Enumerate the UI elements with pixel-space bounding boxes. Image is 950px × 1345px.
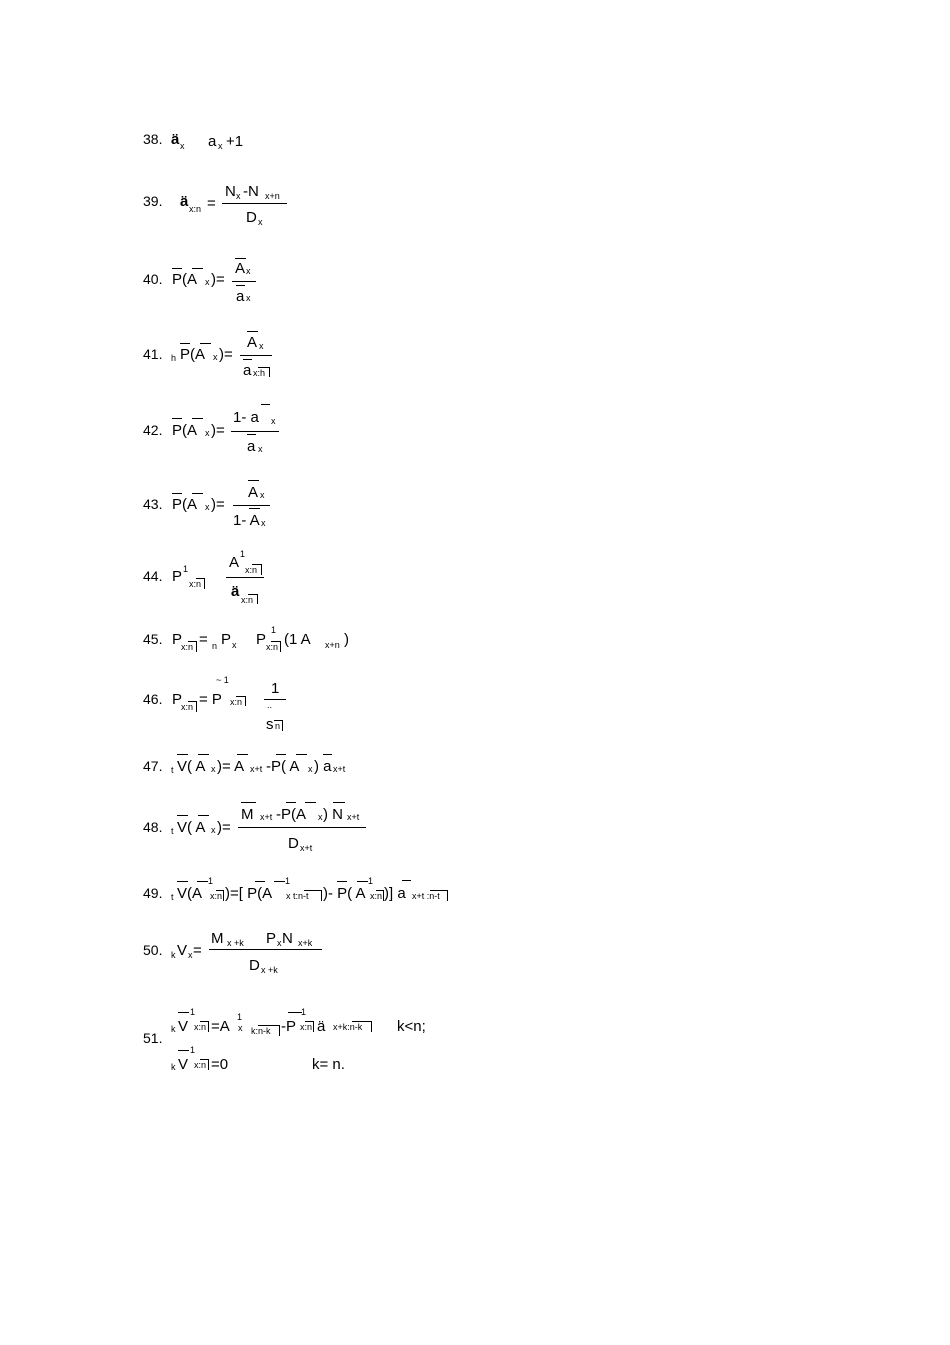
superscript: 1 — [240, 549, 246, 559]
denominator: D — [246, 209, 257, 226]
prefix-subscript: k — [171, 950, 176, 960]
subscript: x:n — [245, 565, 258, 575]
numerator: N — [282, 930, 293, 947]
condition: k= n. — [312, 1056, 345, 1073]
lhs-end: )= — [219, 346, 233, 363]
angle-symbol — [304, 890, 322, 891]
condition: k<n; — [397, 1018, 426, 1035]
formula-number: 42. — [143, 422, 163, 438]
overbar — [323, 754, 332, 755]
lhs: P — [172, 568, 183, 585]
superscript: 1 — [368, 876, 374, 886]
subscript: x — [261, 518, 266, 528]
angle-symbol — [280, 641, 281, 652]
subscript: x +k — [261, 965, 278, 975]
superscript: 1 — [183, 564, 189, 574]
overbar — [305, 802, 316, 803]
subscript: x+t — [347, 812, 360, 822]
fraction-bar — [238, 827, 366, 828]
fraction-bar — [233, 505, 270, 506]
lhs: V( A — [177, 819, 206, 836]
overbar — [172, 418, 182, 419]
equals: = — [199, 631, 208, 648]
numerator: -P(A — [276, 806, 306, 823]
denominator: D — [288, 835, 299, 852]
subscript: x — [238, 1023, 243, 1033]
subscript: x+k — [298, 938, 313, 948]
formula-number: 45. — [143, 631, 163, 647]
overbar — [249, 508, 260, 509]
numerator: A — [247, 334, 258, 351]
lhs-end: )= — [217, 819, 231, 836]
subscript: x — [277, 938, 282, 948]
angle-symbol — [279, 1025, 280, 1036]
subscript: x — [213, 352, 218, 362]
subscript: x+k:n-k — [333, 1022, 363, 1032]
overbar — [261, 404, 270, 405]
formula-number: 46. — [143, 691, 163, 707]
overbar — [178, 1012, 189, 1013]
lhs: V — [177, 942, 188, 959]
overbar — [333, 802, 345, 803]
superscript: 1 — [271, 625, 277, 635]
lhs: P — [172, 691, 183, 708]
subscript: x — [205, 277, 210, 287]
term: -P( A — [266, 758, 300, 775]
formula-number: 40. — [143, 271, 163, 287]
angle-symbol — [261, 564, 262, 575]
overbar — [197, 881, 208, 882]
fraction-bar — [209, 949, 322, 950]
numerator: 1 — [271, 680, 280, 697]
subscript: x — [205, 428, 210, 438]
subscript: x+t — [300, 843, 313, 853]
subscript: x:n — [210, 891, 223, 901]
numerator: P — [266, 930, 277, 947]
numerator: A — [229, 554, 240, 571]
prefix-subscript: k — [171, 1062, 176, 1072]
overbar — [276, 754, 286, 755]
prefix-subscript: k — [171, 1024, 176, 1034]
angle-symbol — [269, 367, 270, 377]
subscript: x:n — [194, 1022, 207, 1032]
term: P — [256, 631, 267, 648]
overbar — [178, 1050, 189, 1051]
lhs-end: )= — [211, 496, 225, 513]
term: )= A — [217, 758, 245, 775]
overbar — [357, 881, 368, 882]
overbar — [192, 418, 203, 419]
overbar — [247, 331, 258, 332]
subscript: x — [246, 293, 251, 303]
superscript: 1 — [190, 1007, 196, 1017]
numerator: M — [211, 930, 224, 947]
denominator: a — [247, 438, 256, 455]
lhs: P(A — [172, 422, 198, 439]
fraction-bar — [240, 355, 272, 356]
numerator: A — [248, 484, 259, 501]
subscript: x — [236, 191, 241, 201]
overbar — [274, 881, 285, 882]
term: )- P( A — [323, 885, 366, 902]
term: -P — [281, 1018, 296, 1035]
prefix-subscript: t — [171, 892, 174, 902]
fraction-bar — [222, 203, 287, 204]
overbar — [198, 815, 209, 816]
angle-symbol — [245, 696, 246, 706]
angle-symbol — [208, 1021, 209, 1032]
denominator: a — [243, 362, 252, 379]
subscript: n — [275, 721, 281, 731]
overbar — [241, 802, 256, 803]
formula-number: 49. — [143, 885, 163, 901]
subscript: x — [258, 217, 263, 227]
subscript: x+t — [250, 764, 263, 774]
subscript: x — [180, 141, 185, 151]
overbar — [177, 815, 188, 816]
angle-symbol — [321, 890, 322, 901]
angle-symbol — [223, 890, 224, 901]
equals: = — [207, 195, 216, 212]
subscript: x:n — [230, 697, 243, 707]
term: +1 — [226, 133, 244, 150]
superscript: 1 — [237, 1012, 243, 1022]
term: )] a — [384, 885, 406, 902]
superscript: ~ 1 — [216, 675, 229, 685]
term: V — [178, 1056, 189, 1073]
subscript: x:n — [300, 1022, 313, 1032]
angle-symbol — [282, 720, 283, 731]
numerator: -N — [243, 183, 259, 200]
overbar — [247, 434, 256, 435]
a-double-dot: ä — [231, 583, 240, 600]
overbar — [198, 754, 209, 755]
subscript: x+t — [260, 812, 273, 822]
fraction-bar — [232, 281, 256, 282]
formula-number: 47. — [143, 758, 163, 774]
subscript: x:n — [266, 642, 279, 652]
lhs-end: )= — [211, 422, 225, 439]
term: (1 A — [284, 631, 311, 648]
subscript: x:n — [181, 642, 194, 652]
overbar — [286, 802, 296, 803]
angle-symbol — [257, 594, 258, 604]
overbar — [172, 268, 182, 269]
subscript: x:h — [253, 368, 266, 378]
subscript: x:n — [194, 1060, 207, 1070]
numerator: N — [225, 183, 236, 200]
overbar — [243, 359, 252, 360]
formula-number: 51. — [143, 1030, 163, 1046]
denominator: s — [266, 716, 274, 733]
prefix-subscript: t — [171, 826, 174, 836]
overbar — [288, 1012, 302, 1013]
overbar — [237, 754, 248, 755]
term: ) a — [314, 758, 332, 775]
term: V(A — [177, 885, 203, 902]
subscript: x — [211, 825, 216, 835]
overbar — [192, 268, 203, 269]
overbar — [177, 754, 188, 755]
subscript: x — [246, 266, 251, 276]
subscript: x +k — [227, 938, 244, 948]
lhs: P(A — [180, 346, 206, 363]
equals: = — [193, 942, 202, 959]
fraction-bar — [226, 577, 264, 578]
subscript: x — [308, 764, 313, 774]
overbar — [255, 881, 265, 882]
angle-symbol — [196, 641, 197, 652]
a-double-dot: ä — [171, 131, 180, 148]
superscript: 1 — [208, 876, 214, 886]
subscript: x — [271, 416, 276, 426]
angle-symbol — [258, 1025, 280, 1026]
subscript: x t:n-t — [286, 891, 309, 901]
subscript: x — [259, 341, 264, 351]
angle-symbol — [371, 1021, 372, 1032]
term: ä — [317, 1018, 326, 1035]
subscript: x — [258, 444, 263, 454]
a-double-dot: ä — [180, 193, 189, 210]
overbar — [200, 343, 211, 344]
term: V( A — [177, 758, 206, 775]
formula-number: 50. — [143, 942, 163, 958]
formula-number: 41. — [143, 346, 163, 362]
term: ) — [344, 631, 349, 648]
subscript: x — [232, 640, 237, 650]
angle-symbol — [430, 890, 448, 891]
angle-symbol — [352, 1021, 372, 1022]
angle-symbol — [313, 1021, 314, 1032]
subscript: x — [318, 812, 323, 822]
term: P — [221, 631, 232, 648]
denominator: a — [236, 288, 245, 305]
term: V — [178, 1018, 189, 1035]
angle-symbol — [208, 1059, 209, 1070]
subscript: x — [211, 764, 216, 774]
term: =A — [211, 1018, 230, 1035]
subscript: x — [188, 950, 193, 960]
subscript: x:n — [189, 204, 202, 214]
superscript: 1 — [190, 1045, 196, 1055]
subscript: x+t — [333, 764, 346, 774]
denominator: 1- A — [233, 512, 260, 529]
superscript: 1 — [285, 876, 291, 886]
formula-number: 48. — [143, 819, 163, 835]
overbar — [235, 258, 246, 259]
subscript: x:n — [189, 579, 202, 589]
overbar — [236, 285, 245, 286]
overbar — [177, 881, 188, 882]
formula-number: 43. — [143, 496, 163, 512]
subscript: x+n — [265, 191, 280, 201]
subscript: n — [212, 641, 218, 651]
lhs: P(A — [172, 496, 198, 513]
formula-number: 38. — [143, 131, 163, 147]
formula-number: 39. — [143, 193, 163, 209]
numerator: ) N — [323, 806, 343, 823]
term: a — [208, 133, 217, 150]
subscript: x:n — [241, 595, 254, 605]
subscript: x:n — [181, 702, 194, 712]
lhs: P — [172, 631, 183, 648]
double-dot: .. — [267, 700, 273, 710]
subscript: x — [205, 502, 210, 512]
numerator: M — [241, 806, 254, 823]
overbar — [296, 754, 307, 755]
lhs-end: )= — [211, 271, 225, 288]
overbar — [180, 343, 190, 344]
subscript: k:n-k — [251, 1026, 271, 1036]
term: =0 — [211, 1056, 229, 1073]
overbar — [337, 881, 347, 882]
numerator: A — [235, 260, 246, 277]
subscript: x:n — [370, 891, 383, 901]
subscript: x+n — [325, 640, 340, 650]
term: = P — [199, 691, 222, 708]
prefix-subscript: t — [171, 765, 174, 775]
overbar — [402, 880, 411, 881]
prefix-subscript: h — [171, 353, 177, 363]
angle-symbol — [447, 890, 448, 901]
overbar — [172, 493, 182, 494]
overbar — [248, 480, 259, 481]
angle-symbol — [204, 578, 205, 589]
overbar — [192, 493, 203, 494]
fraction-bar — [231, 431, 279, 432]
subscript: x — [260, 490, 265, 500]
angle-symbol — [196, 701, 197, 712]
formula-number: 44. — [143, 568, 163, 584]
lhs: P(A — [172, 271, 198, 288]
term: )=[ P(A — [225, 885, 273, 902]
superscript: 1 — [301, 1007, 307, 1017]
subscript: x — [218, 141, 223, 151]
denominator: D — [249, 957, 260, 974]
numerator: 1- a — [233, 409, 259, 426]
subscript: x+t :n-t — [412, 891, 440, 901]
